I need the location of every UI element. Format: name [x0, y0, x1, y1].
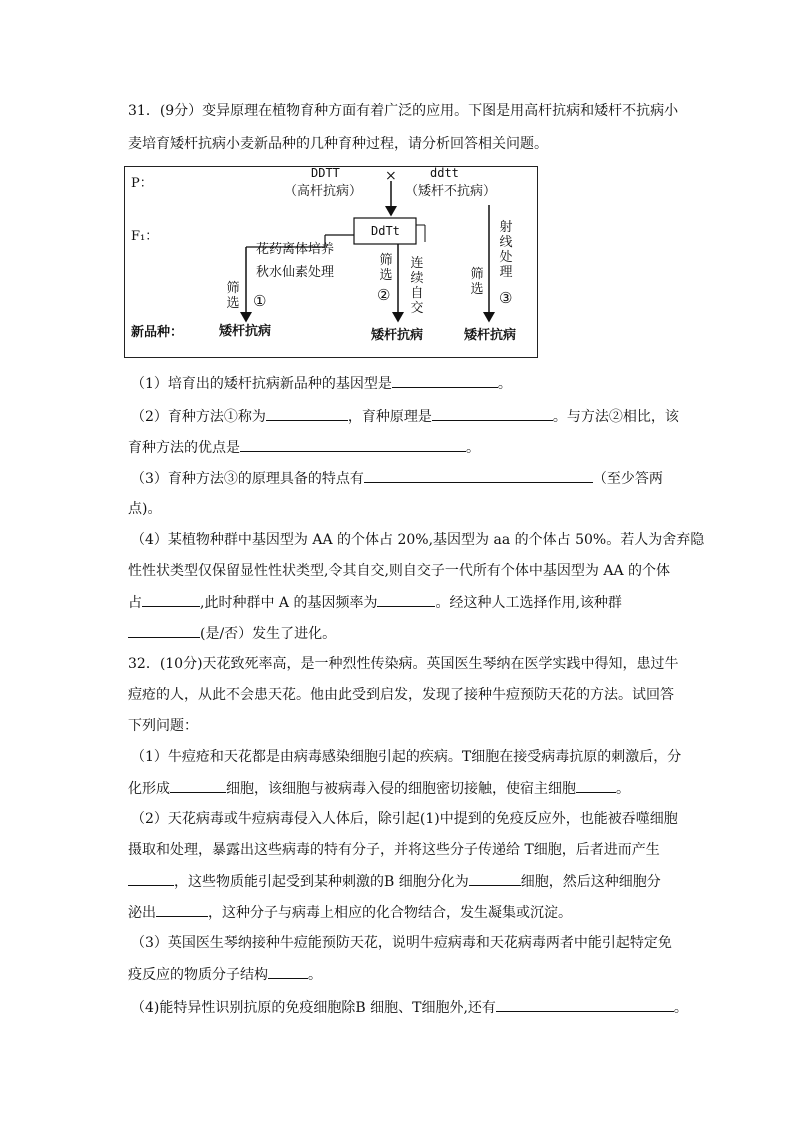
method1-label2: 秋水仙素处理	[256, 265, 335, 280]
q32-sub1-line1: （1）牛痘疮和天花都是由病毒感染细胞引起的疾病。T细胞在接受病毒抗原的刺激后，分	[131, 749, 682, 765]
q32-stem-line2: 痘疮的人，从此不会患天花。他由此受到启发，发现了接种牛痘预防天花的方法。试回答	[128, 687, 674, 703]
method3-number: ③	[499, 289, 513, 307]
q32-sub3-line2: 疫反应的物质分子结构 。	[128, 964, 322, 985]
q31-sub3-line1: （3）育种方法③的原理具备的特点有 （至少答两	[131, 468, 663, 489]
q32-sub2-line3: ，这些物质能引起受到某种刺激的B 细胞分化为 细胞，然后这种细胞分	[128, 871, 661, 892]
answer-blank[interactable]	[496, 997, 674, 1012]
method1-screen: 筛选	[226, 281, 240, 311]
method2-screen: 筛选	[379, 253, 393, 283]
q31-sub2-line2: 育种方法的优点是 。	[128, 437, 480, 458]
q32-sub2-line4: 泌出 ，这种分子与病毒上相应的化合物结合，发生凝集或沉淀。	[128, 902, 572, 923]
method1-number: ①	[253, 292, 267, 310]
parent1-desc: （高杆抗病）	[284, 184, 363, 199]
result3: 矮杆抗病	[464, 328, 517, 343]
q31-sub1: （1）培育出的矮杆抗病新品种的基因型是 。	[131, 373, 512, 394]
q32-sub2-line1: （2）天花病毒或牛痘病毒侵入人体后，除引起(1)中提到的免疫反应外，也能被吞噬细胞	[131, 811, 678, 827]
q31-sub4-line4: (是/否）发生了进化。	[128, 623, 336, 644]
answer-blank[interactable]	[128, 871, 174, 886]
answer-blank[interactable]	[576, 778, 616, 793]
answer-blank[interactable]	[266, 406, 348, 421]
cross-symbol: ×	[385, 168, 397, 184]
q31-stem-line1: 31．(9分）变异原理在植物育种方面有着广泛的应用。下图是用高杆抗病和矮杆不抗病小	[128, 103, 679, 119]
answer-blank[interactable]	[377, 592, 435, 607]
parent1-genotype: DDTT	[311, 166, 340, 180]
answer-blank[interactable]	[240, 437, 466, 452]
q32-stem-line1: 32．(10分)天花致死率高，是一种烈性传染病。英国医生琴纳在医学实践中得知，患过牛	[128, 656, 679, 672]
answer-blank[interactable]	[156, 902, 208, 917]
breeding-diagram	[124, 166, 538, 358]
parent2-genotype: ddtt	[430, 166, 459, 180]
method3-radiation: 射线处理	[499, 220, 513, 280]
answer-blank[interactable]	[142, 592, 200, 607]
q32-sub4: （4)能特异性识别抗原的免疫细胞除B 细胞、T细胞外,还有 。	[131, 997, 688, 1018]
q31-sub4-line3: 占 ,此时种群中 A 的基因频率为 。经这种人工选择作用,该种群	[128, 592, 622, 613]
q32-stem-line3: 下列问题：	[128, 718, 198, 734]
p-label: P：	[131, 176, 153, 191]
answer-blank[interactable]	[170, 778, 226, 793]
q31-sub2-line1: （2）育种方法①称为 ，育种原理是 。与方法②相比，该	[131, 406, 679, 427]
answer-blank[interactable]	[128, 623, 200, 638]
q31-sub4-line2: 性性状类型仅保留显性性状类型,令其自交,则自交子一代所有个体中基因型为 AA 的个体	[128, 563, 671, 579]
q32-sub1-line2: 化形成 细胞，该细胞与被病毒入侵的细胞密切接触，使宿主细胞 。	[128, 778, 630, 799]
q31-sub4-line1: （4）某植物种群中基因型为 AA 的个体占 20%,基因型为 aa 的个体占 50%。若人为舍弃隐	[131, 532, 705, 548]
q31-sub3-line2: 点)。	[128, 501, 162, 517]
method2-number: ②	[377, 286, 391, 304]
result1: 矮杆抗病	[219, 324, 272, 339]
answer-blank[interactable]	[432, 406, 553, 421]
answer-blank[interactable]	[364, 468, 593, 483]
f1-label: F₁：	[131, 229, 159, 244]
parent2-desc: （矮杆不抗病）	[405, 184, 497, 199]
new-variety-label: 新品种：	[131, 325, 184, 340]
q31-stem-line2: 麦培育矮杆抗病小麦新品种的几种育种过程，请分析回答相关问题。	[128, 136, 548, 152]
method3-screen: 筛选	[470, 267, 484, 297]
answer-blank[interactable]	[268, 964, 308, 979]
q32-sub2-line2: 摄取和处理，暴露出这些病毒的特有分子，并将这些分子传递给 T细胞，后者进而产生	[128, 842, 660, 858]
q32-sub3-line1: （3）英国医生琴纳接种牛痘能预防天花，说明牛痘病毒和天花病毒两者中能引起特定免	[131, 935, 672, 951]
f1-genotype: DdTt	[371, 224, 400, 238]
answer-blank[interactable]	[392, 373, 498, 388]
method2-selfing: 连续自交	[410, 256, 424, 316]
result2: 矮杆抗病	[371, 328, 424, 343]
answer-blank[interactable]	[469, 871, 521, 886]
method1-label1: 花药离体培养	[256, 242, 335, 257]
